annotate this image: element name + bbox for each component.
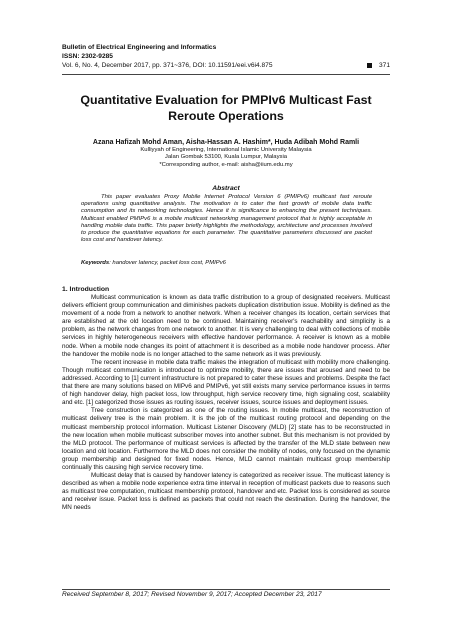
paragraph: The recent increase in mobile data traffic makes the integration of multicast with mobility more challenging. Though multicast communication is introduced to optimize mobility, there are issues that aroused and need to be addressed. According to [1] current infrastructure is not prepared to cater these issues and problems. Despite the fact that there are many solutions based on MIPv6 and PMIPv6, yet still exists many service performance issues in terms of high handover delay, high packet loss, low throughput, high service recovery time, high signaling cost, scalability and etc. [1] categorized those issues as routing issues, receiver issues, source issues and deployment issues.: [62, 358, 390, 407]
paragraph: Tree construction is categorized as one of the routing issues. In mobile multicast, the reconstruction of multicast delivery tree is the main problem. It is the job of the multicast routing protocol and depending on the multicast membership protocol information. Multicast Listener Discovery (MLD) [2] state has to be reconstructed in the new location when mobile multicast subscriber moves into another subnet. But this mechanism is not provided by the MLD protocol. The performance of multicast services is affected by the transfer of the MLD state between new location and old location. Furthermore the MLD does not consider the mobility of nodes, only focused on the dynamic group membership and designed for fixed nodes. Hence, MLD cannot maintain multicast group membership continually this causing high service recovery time.: [62, 407, 390, 471]
page-number-group: [367, 62, 390, 71]
section-heading-introduction: 1. Introduction: [62, 286, 110, 293]
received-dates: Received September 8, 2017; Revised November 9, 2017; Accepted December 23, 2017: [62, 591, 322, 598]
introduction-body: [62, 294, 390, 513]
volume-row: [62, 62, 390, 71]
abstract-heading: Abstract: [212, 185, 240, 192]
keywords-label: Keywords: [81, 260, 110, 266]
affiliation-line-1: Kulliyyah of Engineering, International Islamic University Malaysia: [140, 147, 312, 153]
volume-info: Vol. 6, No. 4, December 2017, pp. 371~376,: [62, 61, 191, 69]
paragraph: Multicast communication is known as data traffic distribution to a group of designated receivers. Multicast delivers efficient group communication and diminishes packets duplication distribution issue. Mobility is defined as the movement of a node from a network to another network. When a receiver changes its location, certain services that are established at the old location need to be continued. Maintaining receiver's reachability and simplicity is a problem, as the network changes from one network to another. It is very challenging to deal with collections of mobile services in highly heterogeneous receivers with effective handover performance. A receiver is known as a mobile node. When a mobile node changes its point of attachment it is described as a mobile node handover process. After the handover the mobile node is no longer attached to the same network as it was previously.: [62, 294, 390, 358]
corresponding-author: *Corresponding author, e-mail: aisha@iium.edu.my: [159, 161, 293, 168]
affiliation-block: [62, 147, 390, 169]
journal-header: [62, 44, 390, 70]
footer-divider: [62, 589, 390, 590]
affiliation-line-2: Jalan Gombak 53100, Kuala Lumpur, Malaysia: [164, 154, 288, 161]
volume-doi: [62, 62, 273, 71]
paragraph: Multicast delay that is caused by handover latency is categorized as receiver issue. The multicast latency is described as when a mobile node experience extra time interval in reception of multicast packets due to reasons such as multicast tree computation, multicast membership protocol, handover and etc. Packet loss is considered as source and receiver issue. Packet loss is defined as packets that could not reach the destination. During the handover, the MN needs: [62, 472, 390, 512]
author-list: Azana Hafizah Mohd Aman, Aisha-Hassan A. Hashim*, Huda Adibah Mohd Ramli: [92, 139, 360, 146]
doi: DOI: 10.11591/eei.v6i4.875: [192, 61, 273, 69]
keywords: [81, 260, 372, 267]
abstract-text: This paper evaluates Proxy Mobile Internet Protocol Version 6 (PMIPv6) multicast fast reroute operations using quantitative analysis. The motivation is to cater the fast growth of mobile data traffic consumption and its networking technologies. Hence it is significance to enhancing the present techniques. Multicast enabled PMIPv6 is a mobile multicast networking management protocol that is highly acceptable in handling mobile data traffic. This paper briefly highlights the methodology, architecture and processes involved to produce the quantitative equations for each parameter. The quantitative parameters discussed are packet loss cost and handover latency.: [81, 194, 372, 244]
square-bullet-icon: [367, 63, 372, 68]
header-divider: [62, 74, 390, 75]
paper-title: Quantitative Evaluation for PMPIv6 Multicast Fast Reroute Operations: [80, 93, 372, 123]
page-number: 371: [378, 61, 390, 69]
journal-name: Bulletin of Electrical Engineering and Informatics: [62, 44, 217, 51]
issn: ISSN: 2302-9285: [62, 52, 113, 60]
keywords-list: : handover latency, packet loss cost, PMIPv6: [109, 260, 226, 266]
